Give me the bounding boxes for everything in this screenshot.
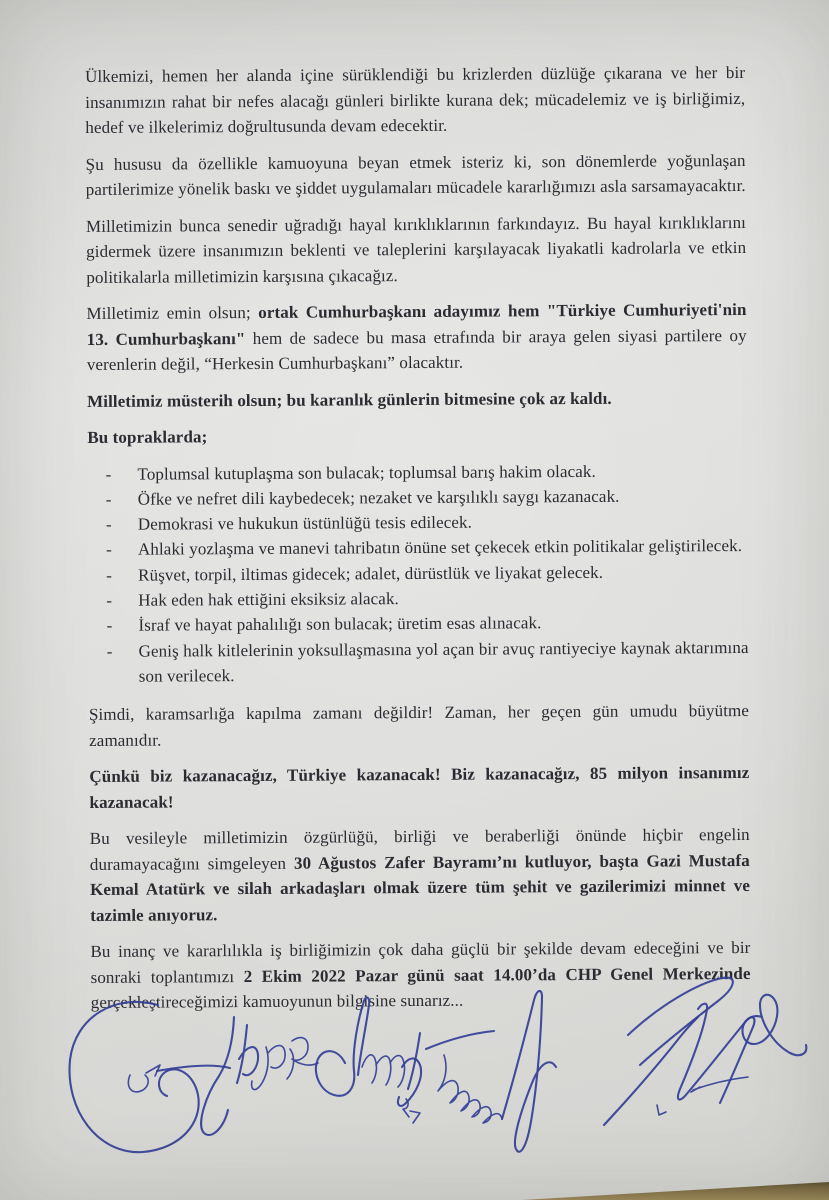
bullet-dash: - (106, 540, 112, 560)
bullet-dash: - (106, 590, 113, 610)
bullet-text: Ahlaki yozlaşma ve manevi tahribatın önüne set çekecek etkin politikalar geliştirilecek. (137, 536, 743, 560)
bullet-dash: - (105, 464, 112, 484)
bullet-text: Demokrasi ve hukukun üstünlüğü tesis edilecek. (137, 512, 473, 534)
bullet-dash: - (105, 514, 112, 534)
signature-1 (69, 1002, 230, 1152)
bullet-text: Toplumsal kutuplaşma son bulacak; toplumsal barış hakim olacak. (137, 461, 596, 484)
paragraph-ulkemizi (85, 60, 745, 141)
paragraph-simdi (89, 698, 749, 753)
paragraph-text: Milletimiz müsterih olsun; bu karanlık günlerin bitmesine çok az kaldı. (87, 388, 612, 411)
paragraph-text-bold: 30 Ağustos Zafer Bayramı’nı kutluyor, başta Gazi Mustafa Kemal Atatürk ve silah arkadaşları olmak üzere tüm şehit ve gazilerimizi minnet ve tazimle anıyoruz. (89, 850, 751, 925)
paragraph-text-bold: 2 Ekim 2022 Pazar günü saat 14.00’da CHP Genel Merkezinde (243, 963, 751, 986)
paragraph-bu-topraklarda (87, 421, 747, 451)
bullet-text: Öfke ve nefret dili kaybedecek; nezaket ve karşılıklı saygı kazanacak. (137, 486, 620, 509)
signature-2 (201, 998, 421, 1135)
paragraph-text: Ülkemizi, hemen her alanda içine sürüklendiği bu krizlerden düzlüğe çıkarana ve her bir insanımızın rahat bir nefes alacağı günleri birlikte kurana dek; mücadelemiz ve iş birliğimiz, hedef ve ilkelerimiz doğrultusunda devam edecektir. (85, 62, 746, 137)
bullet-dash: - (106, 565, 113, 585)
signature-3 (403, 991, 556, 1152)
paragraph-text-bold: ortak Cumhurbaşkanı adayımız hem "Türkiye Cumhuriyeti'nin 13. Cumhurbaşkanı" (86, 299, 747, 349)
paragraph-kazanacagiz (89, 760, 749, 815)
bullet-text: Geniş halk kitlelerinin yoksullaşmasına yol açan bir avuç rantiyeciye kaynak aktarımına son verilecek. (138, 637, 749, 686)
bullet-item (89, 635, 749, 690)
bullet-text: Rüşvet, torpil, iltimas gidecek; adalet, dürüstlük ve liyakat gelecek. (138, 562, 604, 585)
paragraph-text: Milletimiz emin olsun; (86, 302, 259, 323)
paragraph-text: Bu vesileyle milletimizin özgürlüğü, birliği ve beraberliği önünde hiçbir engelin duramayacağını simgeleyen (89, 825, 750, 874)
bullet-dash: - (106, 641, 113, 661)
signatures-block (0, 955, 829, 1200)
signature-4 (604, 978, 806, 1125)
bullet-text: İsraf ve hayat pahalılığı son bulacak; üretim esas alınacak. (138, 613, 542, 635)
paragraph-30-agustos (90, 822, 751, 928)
paragraph-text: gerçekleştireceğimizi kamuoyunun bilgisine sunarız... (90, 990, 464, 1013)
paragraph-text: Çünkü biz kazanacağız, Türkiye kazanacak! Biz kazanacağız, 85 milyon insanımız kazanacak! (89, 763, 750, 812)
paragraph-ortak-aday (86, 297, 746, 378)
paragraph-milletimizin (86, 209, 746, 290)
paragraph-text: Milletimizin bunca senedir uğradığı hayal kırıklıklarının farkındayız. Bu hayal kırıklıklarını gidermek üzere insanımızın beklenti ve taleplerini karşılayacak liyakatli kadrolarla ve etkin politikalarla milletimizin karşısına çıkacağız. (85, 212, 747, 287)
document-text (85, 60, 751, 1027)
paragraph-text: hem de sadece bu masa etrafında bir araya gelen siyasi partilere oy verenlerin değil, “Herkesin Cumhurbaşkanı” olacaktır. (86, 325, 747, 374)
bullet-text: Hak eden hak ettiğini eksiksiz alacak. (138, 589, 399, 610)
paragraph-text: Şu hususu da özellikle kamuoyuna beyan etmek isteriz ki, son dönemlerde yoğunlaşan partilerimize yönelik baskı ve şiddet uygulamaları mücadele kararlığımızı asla sarsamayacaktır. (85, 150, 746, 199)
bullet-dash: - (106, 616, 113, 636)
paragraph-text: Şimdi, karamsarlığa kapılma zamanı değildir! Zaman, her geçen gün umudu büyütme zamanıdır. (88, 701, 750, 750)
bullet-list (87, 457, 748, 689)
paragraph-text: Bu inanç ve kararlılıkla iş birliğimizin çok daha güçlü bir şekilde devam edeceğini ve bir sonraki toplantımızı (90, 938, 751, 987)
bullet-dash: - (105, 489, 112, 509)
paragraph-su-hususu (86, 147, 746, 202)
paragraph-musterih (87, 384, 747, 414)
paragraph-text: Bu topraklarda; (87, 427, 208, 447)
